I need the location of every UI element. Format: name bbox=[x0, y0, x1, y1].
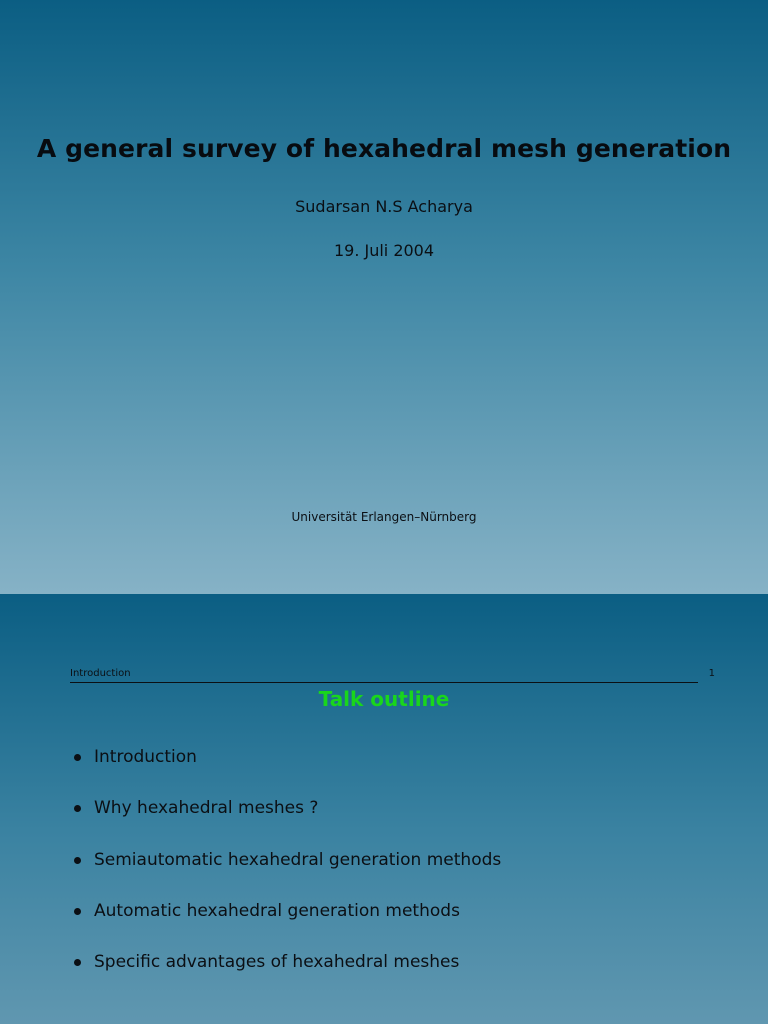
list-item-label: Specific advantages of hexahedral meshes bbox=[94, 952, 460, 973]
list-item bbox=[74, 949, 501, 1000]
list-item-label: Semiautomatic hexahedral generation methods bbox=[94, 849, 502, 870]
author-name: Sudarsan N.S Acharya bbox=[295, 197, 473, 216]
page-number: 1 bbox=[708, 668, 715, 679]
header-section-label: Introduction bbox=[70, 668, 131, 679]
list-item-label: Why hexahedral meshes ? bbox=[94, 798, 319, 819]
outline-list bbox=[74, 744, 501, 1000]
presentation-date: 19. Juli 2004 bbox=[333, 241, 435, 260]
bullet-icon bbox=[74, 959, 81, 966]
list-item bbox=[74, 847, 501, 898]
outline-heading: Talk outline bbox=[318, 687, 450, 711]
bullet-icon bbox=[74, 754, 81, 761]
outline-slide bbox=[0, 594, 768, 1024]
list-item bbox=[74, 795, 501, 846]
list-item bbox=[74, 898, 501, 949]
bullet-icon bbox=[74, 805, 81, 812]
slide-title: A general survey of hexahedral mesh generation bbox=[36, 134, 732, 163]
institution-name: Universität Erlangen–Nürnberg bbox=[291, 510, 477, 524]
bullet-icon bbox=[74, 908, 81, 915]
list-item-label: Automatic hexahedral generation methods bbox=[94, 900, 460, 921]
list-item bbox=[74, 744, 501, 795]
bullet-icon bbox=[74, 857, 81, 864]
list-item-label: Introduction bbox=[94, 747, 197, 767]
header-divider bbox=[70, 682, 698, 683]
